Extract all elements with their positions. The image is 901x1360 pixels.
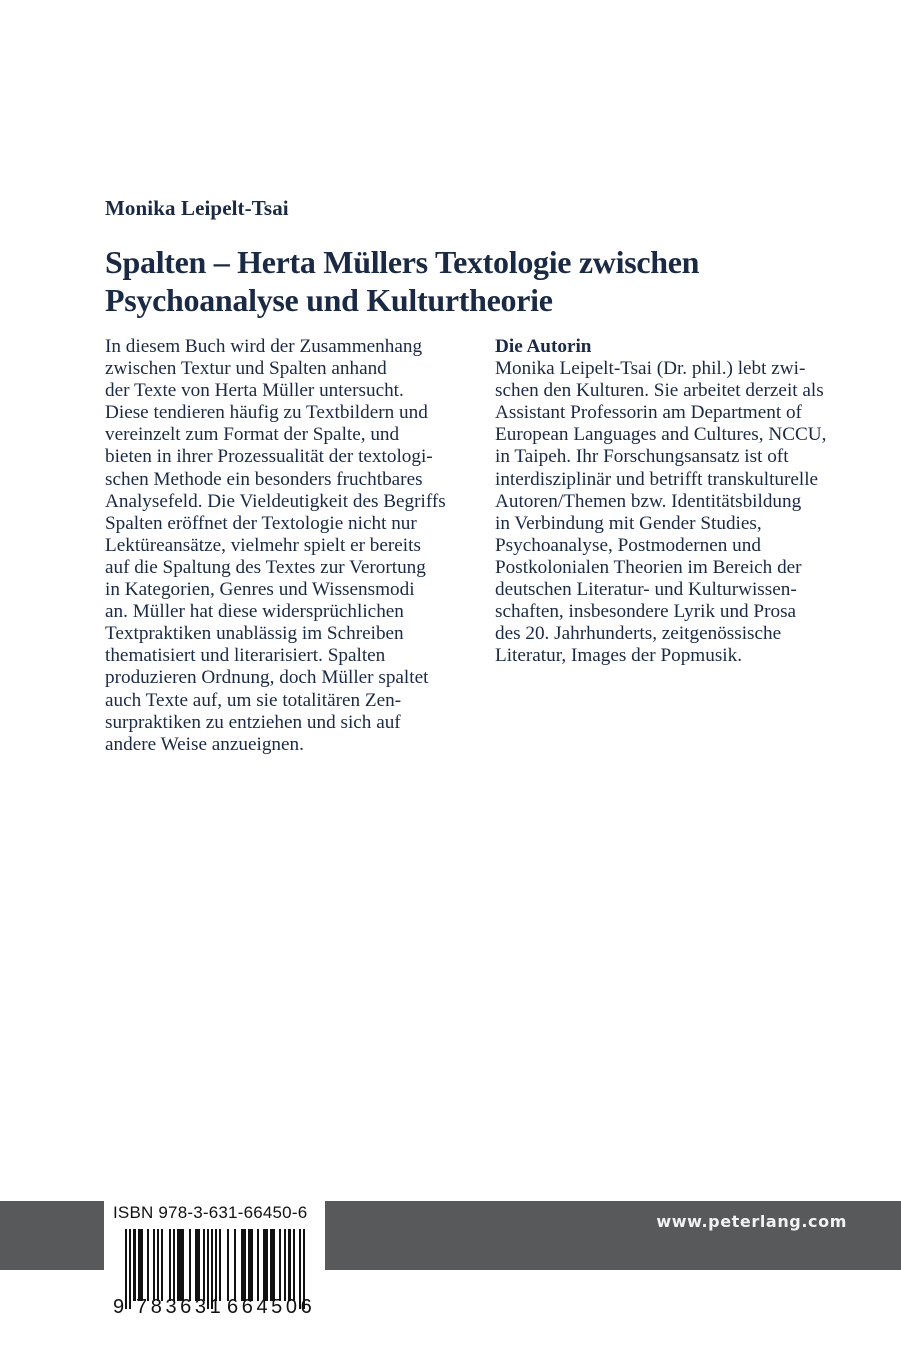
book-title <box>105 243 825 319</box>
footer-band-right <box>325 1201 901 1270</box>
blurb-line: In diesem Buch wird der Zusammenhang <box>105 336 423 357</box>
barcode-digit-first: 9 <box>113 1296 125 1318</box>
blurb-line: produzieren Ordnung, doch Müller spaltet <box>105 667 429 689</box>
blurb-line: bieten in ihrer Prozessualität der textologi- <box>105 446 433 468</box>
blurb-line: auf die Spaltung des Textes zur Verortung <box>105 556 426 578</box>
bio-line: European Languages and Cultures, NCCU, <box>495 424 827 446</box>
author-name: Monika Leipelt-Tsai <box>105 196 289 220</box>
bio-line: Postkolonialen Theorien im Bereich der <box>495 556 802 578</box>
bio-line: interdisziplinär und betrifft transkulturelle <box>495 468 819 490</box>
blurb-line: thematisiert und literarisiert. Spalten <box>105 645 386 667</box>
blurb-line: Lektüreansätze, vielmehr spielt er bereits <box>105 534 421 556</box>
bio-line: schen den Kulturen. Sie arbeitet derzeit als <box>495 380 824 402</box>
author-bio-column <box>495 336 825 667</box>
blurb-column <box>105 336 480 756</box>
bio-line: Assistant Professorin am Department of <box>495 402 802 424</box>
blurb-line: surpraktiken zu entziehen und sich auf <box>105 711 401 733</box>
bio-line: Autoren/Themen bzw. Identitätsbildung <box>495 490 802 512</box>
isbn-label: ISBN 978-3-631-66450-6 <box>113 1203 308 1222</box>
blurb-line: auch Texte auf, um sie totalitären Zen- <box>105 689 402 711</box>
bio-line: Literatur, Images der Popmusik. <box>495 645 743 667</box>
blurb-line: an. Müller hat diese widersprüchlichen <box>105 601 404 623</box>
blurb-line: Textpraktiken unablässig im Schreiben <box>105 623 404 645</box>
barcode-block <box>113 1203 315 1309</box>
barcode-digits-left: 783631 <box>136 1296 225 1318</box>
bio-line: deutschen Literatur- und Kulturwissen- <box>495 579 797 601</box>
title-line: Psychoanalyse und Kulturtheorie <box>105 282 553 318</box>
bio-line: schaften, insbesondere Lyrik und Prosa <box>495 601 797 623</box>
footer-band-left <box>0 1201 104 1270</box>
bio-line: Psychoanalyse, Postmodernen und <box>495 534 761 556</box>
blurb-line: schen Methode ein besonders fruchtbares <box>105 468 423 490</box>
bio-line: des 20. Jahrhunderts, zeitgenössische <box>495 623 782 645</box>
author-bio-heading: Die Autorin <box>495 336 592 357</box>
barcode-digits-right: 664506 <box>227 1296 316 1318</box>
publisher-website: www.peterlang.com <box>656 1212 847 1231</box>
blurb-line: in Kategorien, Genres und Wissensmodi <box>105 579 415 601</box>
blurb-line: Analysefeld. Die Vieldeutigkeit des Begriffs <box>105 490 446 512</box>
bio-line: in Taipeh. Ihr Forschungsansatz ist oft <box>495 446 789 468</box>
blurb-line: Diese tendieren häufig zu Textbildern und <box>105 402 428 424</box>
blurb-line: zwischen Textur und Spalten anhand <box>105 358 387 380</box>
blurb-line: vereinzelt zum Format der Spalte, und <box>105 424 400 446</box>
title-line: Spalten – Herta Müllers Textologie zwischen <box>105 244 700 280</box>
blurb-line: Spalten eröffnet der Textologie nicht nur <box>105 512 417 534</box>
blurb-line: andere Weise anzueignen. <box>105 733 304 755</box>
bio-line: Monika Leipelt-Tsai (Dr. phil.) lebt zwi- <box>495 358 806 380</box>
bio-line: in Verbindung mit Gender Studies, <box>495 512 762 534</box>
blurb-line: der Texte von Herta Müller untersucht. <box>105 380 404 402</box>
